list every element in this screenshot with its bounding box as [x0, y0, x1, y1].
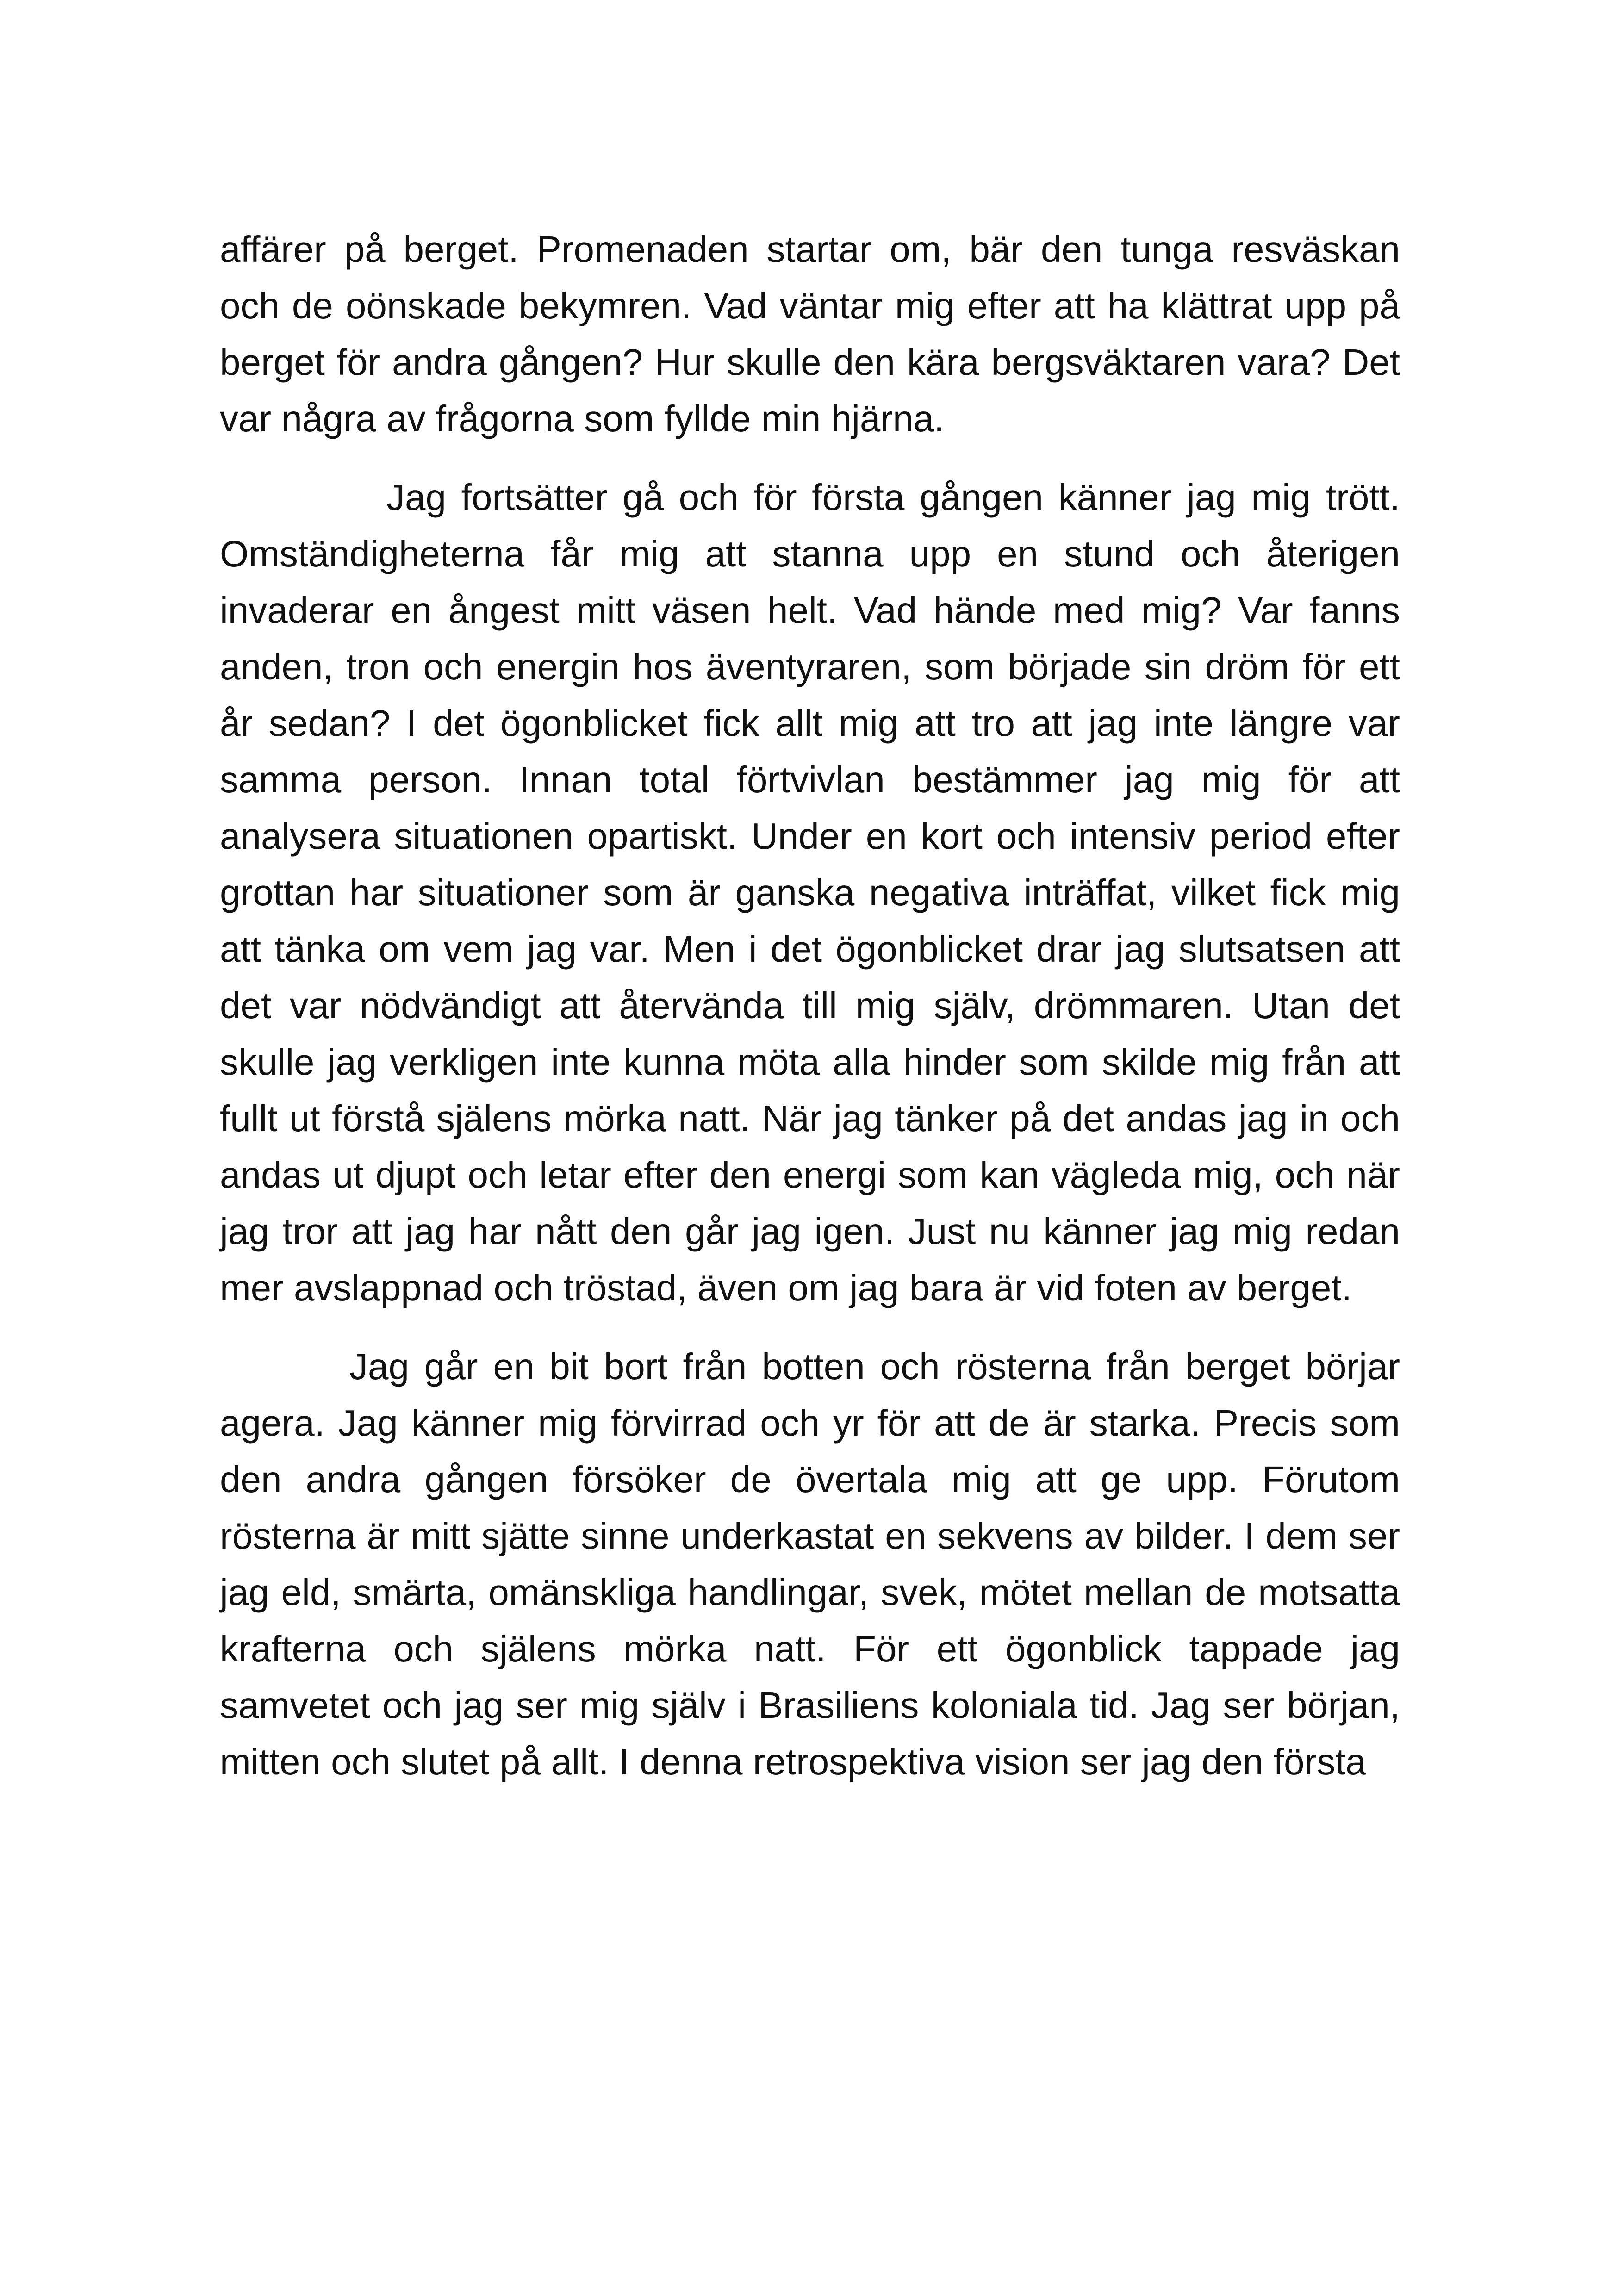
- paragraph-3: Jag går en bit bort från botten och rösterna från berget börjar agera. Jag känner mig förvirrad och yr för att de är starka. Precis som den andra gången försöker de övertala mig att ge upp. Förutom rösterna är mitt sjätte sinne underkastat en sekvens av bilder. I dem ser jag eld, smärta, omänskliga handlingar, svek, mötet mellan de motsatta krafterna och själens mörka natt. För ett ögonblick tappade jag samvetet och jag ser mig själv i Brasiliens koloniala tid. Jag ser början, mitten och slutet på allt. I denna retrospektiva vision ser jag den första: [220, 1346, 1400, 1782]
- paragraph-2: Jag fortsätter gå och för första gången känner jag mig trött. Omständigheterna får mig att stanna upp en stund och återigen invaderar en ångest mitt väsen helt. Vad hände med mig? Var fanns anden, tron och energin hos äventyraren, som började sin dröm för ett år sedan? I det ögonblicket fick allt mig att tro att jag inte längre var samma person. Innan total förtvivlan bestämmer jag mig för att analysera situationen opartiskt. Under en kort och intensiv period efter grottan har situationer som är ganska negativa inträffat, vilket fick mig att tänka om vem jag var. Men i det ögonblicket drar jag slutsatsen att det var nödvändigt att återvända till mig själv, drömmaren. Utan det skulle jag verkligen inte kunna möta alla hinder som skilde mig från att fullt ut förstå själens mörka natt. När jag tänker på det andas jag in och andas ut djupt och letar efter den energi som kan vägleda mig, och när jag tror att jag har nått den går jag igen. Just nu känner jag mig redan mer avslappnad och tröstad, även om jag bara är vid foten av berget.: [220, 477, 1400, 1308]
- body-text: [220, 221, 1400, 1812]
- paragraph-1: affärer på berget. Promenaden startar om, bär den tunga resväskan och de oönskade bekymren. Vad väntar mig efter att ha klättrat upp på berget för andra gången? Hur skulle den kära bergsväktaren vara? Det var några av frågorna som fyllde min hjärna.: [220, 229, 1400, 439]
